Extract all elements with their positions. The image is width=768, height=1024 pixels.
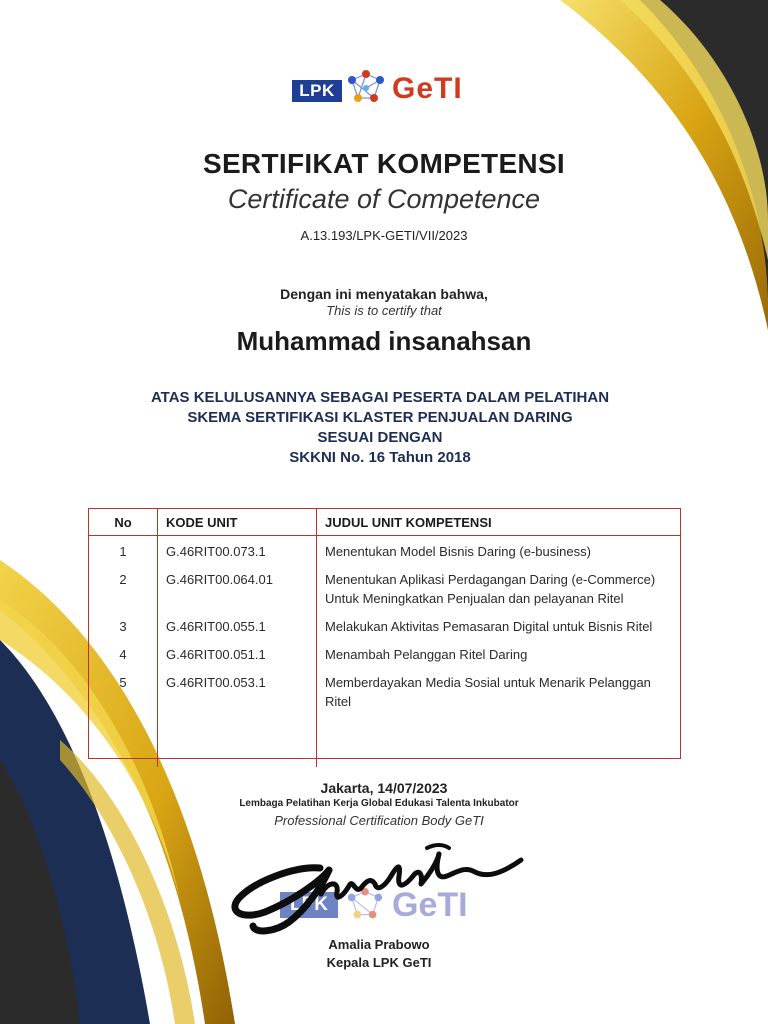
scheme-line: SKKNI No. 16 Tahun 2018 — [289, 449, 471, 466]
scheme-line: SESUAI DENGAN — [317, 429, 443, 446]
unit-number: 4 — [89, 639, 158, 667]
certificate-title: SERTIFIKAT KOMPETENSI — [202, 148, 565, 179]
institution-name: Lembaga Pelatihan Kerja Global Edukasi Talenta Inkubator — [239, 798, 519, 809]
column-header-judul-unit: JUDUL UNIT KOMPETENSI — [317, 509, 681, 536]
declaration-text: Dengan ini menyatakan bahwa, — [280, 286, 488, 302]
logo-geti-wordmark: GeTI — [392, 72, 463, 105]
place-and-date: Jakarta, 14/07/2023 — [320, 780, 448, 796]
table-row — [89, 611, 680, 639]
certificate-number: A.13.193/LPK-GETI/VII/2023 — [300, 228, 468, 243]
scheme-line: ATAS KELULUSANNYA SEBAGAI PESERTA DALAM PELATIHAN — [150, 389, 610, 406]
unit-number: 1 — [89, 536, 158, 565]
signer-name: Amalia Prabowo — [328, 937, 430, 952]
lpk-geti-logo — [292, 68, 472, 110]
certify-text: This is to certify that — [326, 303, 442, 318]
network-molecule-icon — [344, 68, 388, 110]
scheme-statement — [0, 388, 760, 468]
table-row — [89, 536, 680, 565]
scheme-line: SKEMA SERTIFIKASI KLASTER PENJUALAN DARING — [187, 409, 573, 426]
certificate-subtitle: Certificate of Competence — [227, 184, 541, 214]
column-header-kode-unit: KODE UNIT — [158, 509, 317, 536]
unit-number: 2 — [89, 564, 158, 611]
unit-title: Menentukan Model Bisnis Daring (e-business) — [325, 544, 591, 559]
competency-units-table — [88, 508, 681, 759]
table-row — [89, 667, 680, 714]
unit-title: Memberdayakan Media Sosial untuk Menarik Pelanggan Ritel — [325, 675, 651, 709]
table-row — [89, 639, 680, 667]
handwritten-signature — [225, 836, 535, 946]
unit-title: Menambah Pelanggan Ritel Daring — [325, 647, 528, 662]
stamp-lpk-badge: LPK — [280, 892, 338, 918]
unit-title: Melakukan Aktivitas Pemasaran Digital untuk Bisnis Ritel — [325, 619, 653, 634]
table-header-row — [89, 509, 680, 536]
unit-code: G.46RIT00.053.1 — [158, 667, 317, 714]
unit-title: Menentukan Aplikasi Perdagangan Daring (e-Commerce) Untuk Meningkatkan Penjualan dan pelayanan Ritel — [325, 572, 656, 606]
unit-code: G.46RIT00.064.01 — [158, 564, 317, 611]
recipient-name: Muhammad insanahsan — [236, 326, 532, 356]
unit-code: G.46RIT00.073.1 — [158, 536, 317, 565]
logo-lpk-badge: LPK — [292, 80, 342, 102]
table-empty-row — [89, 714, 680, 767]
unit-number: 3 — [89, 611, 158, 639]
unit-code: G.46RIT00.051.1 — [158, 639, 317, 667]
unit-number: 5 — [89, 667, 158, 714]
table-row — [89, 564, 680, 611]
stamp-geti-wordmark: GeTI — [392, 886, 468, 924]
certification-body-name: Professional Certification Body GeTI — [274, 813, 484, 828]
column-header-no: No — [89, 509, 158, 536]
unit-code: G.46RIT00.055.1 — [158, 611, 317, 639]
signer-role: Kepala LPK GeTI — [326, 955, 432, 970]
